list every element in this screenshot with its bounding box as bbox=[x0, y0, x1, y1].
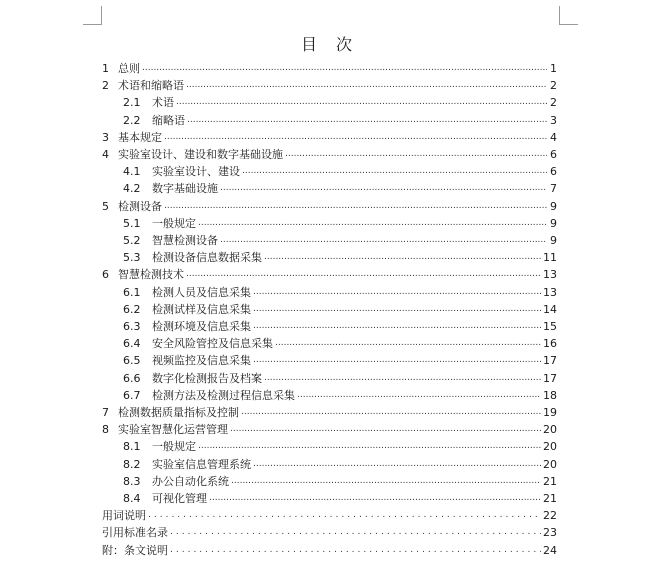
toc-entry-label: 检测试样及信息采集 bbox=[152, 302, 251, 316]
toc-entry-label: 一般规定 bbox=[152, 440, 196, 454]
toc-dot-leader bbox=[142, 60, 547, 77]
page-corner-mark-top-left bbox=[83, 6, 102, 25]
toc-dot-leader bbox=[264, 370, 541, 387]
toc-dot-leader bbox=[253, 318, 541, 335]
toc-entry-label: 数字基础设施 bbox=[152, 182, 218, 196]
toc-entry-page-number: 17 bbox=[543, 371, 557, 385]
toc-entry[interactable] bbox=[123, 284, 557, 301]
toc-entry-number: 1 bbox=[102, 62, 109, 75]
toc-entry-number: 2 bbox=[102, 79, 109, 93]
toc-dot-leader bbox=[186, 266, 541, 283]
toc-entry[interactable] bbox=[102, 421, 557, 438]
toc-dot-leader bbox=[220, 180, 547, 197]
toc-entry-label: 办公自动化系统 bbox=[152, 474, 229, 488]
toc-entry-page-number: 6 bbox=[550, 165, 557, 179]
toc-entry[interactable] bbox=[102, 507, 557, 524]
toc-entry-page-number: 18 bbox=[543, 388, 557, 402]
toc-entry-label: 实验室智慧化运营管理 bbox=[118, 423, 228, 437]
toc-entry[interactable] bbox=[102, 266, 557, 283]
toc-entry-page-number: 9 bbox=[550, 234, 557, 247]
toc-dot-leader bbox=[148, 507, 541, 524]
toc-dot-leader bbox=[230, 421, 541, 438]
toc-entry-number: 5 bbox=[102, 199, 109, 213]
toc-entry-number: 8.1 bbox=[123, 440, 141, 454]
toc-entry-page-number: 9 bbox=[550, 199, 557, 213]
toc-entry[interactable] bbox=[123, 249, 557, 266]
toc-entry-page-number: 2 bbox=[550, 96, 557, 110]
toc-entry-number: 6.3 bbox=[123, 320, 141, 333]
toc-entry-number: 6.2 bbox=[123, 302, 141, 316]
toc-entry[interactable] bbox=[102, 60, 557, 77]
toc-entry-label: 检测数据质量指标及控制 bbox=[118, 406, 239, 419]
toc-entry[interactable] bbox=[123, 387, 557, 404]
toc-entry-page-number: 21 bbox=[543, 474, 557, 488]
toc-title: 目 次 bbox=[300, 35, 360, 54]
toc-entry-label: 数字化检测报告及档案 bbox=[152, 371, 262, 385]
toc-dot-leader bbox=[231, 473, 541, 490]
toc-entry-label: 术语 bbox=[152, 96, 174, 110]
toc-entry-label: 检测方法及检测过程信息采集 bbox=[152, 388, 295, 402]
toc-entry-label: 实验室设计、建设和数字基础设施 bbox=[118, 148, 283, 161]
toc-entry[interactable] bbox=[102, 404, 557, 421]
toc-entry[interactable] bbox=[123, 94, 557, 111]
toc-entry[interactable] bbox=[102, 198, 557, 215]
toc-entry-page-number: 22 bbox=[543, 509, 557, 523]
toc-entry-page-number: 9 bbox=[550, 216, 557, 230]
toc-entry-number: 2.1 bbox=[123, 96, 141, 110]
toc-entry-number: 8.2 bbox=[123, 457, 141, 471]
toc-entry-label: 实验室信息管理系统 bbox=[152, 457, 251, 471]
toc-entry-label: 检测环境及信息采集 bbox=[152, 320, 251, 333]
toc-dot-leader bbox=[198, 438, 541, 455]
toc-dot-leader bbox=[253, 301, 541, 318]
toc-entry-page-number: 20 bbox=[543, 457, 557, 471]
toc-dot-leader bbox=[186, 77, 547, 94]
toc-entry-page-number: 4 bbox=[550, 130, 557, 144]
toc-entry-page-number: 1 bbox=[550, 62, 557, 75]
toc-dot-leader bbox=[264, 249, 541, 266]
toc-dot-leader bbox=[164, 198, 547, 215]
toc-entry-label: 术语和缩略语 bbox=[118, 79, 184, 93]
toc-entry-label: 可视化管理 bbox=[152, 492, 207, 505]
toc-entry-page-number: 23 bbox=[543, 526, 557, 540]
toc-entry-page-number: 17 bbox=[543, 354, 557, 368]
toc-entry-number: 6.6 bbox=[123, 371, 141, 385]
toc-entry-label: 附：条文说明 bbox=[102, 543, 168, 557]
toc-dot-leader bbox=[176, 94, 547, 111]
toc-entry-page-number: 7 bbox=[550, 182, 557, 196]
toc-entry[interactable] bbox=[123, 180, 557, 197]
toc-dot-leader bbox=[253, 352, 541, 369]
toc-entry-number: 6.1 bbox=[123, 285, 141, 299]
toc-entry[interactable] bbox=[123, 232, 557, 249]
toc-entry-label: 一般规定 bbox=[152, 216, 196, 230]
toc-entry-page-number: 20 bbox=[543, 423, 557, 437]
toc-entry-number: 6 bbox=[102, 268, 109, 282]
toc-entry-label: 用词说明 bbox=[102, 509, 146, 523]
toc-entry-page-number: 3 bbox=[550, 113, 557, 127]
toc-entry[interactable] bbox=[123, 318, 557, 335]
toc-entry-label: 缩略语 bbox=[152, 113, 185, 127]
toc-entry[interactable] bbox=[102, 146, 557, 163]
toc-dot-leader bbox=[285, 146, 547, 163]
toc-entry[interactable] bbox=[123, 473, 557, 490]
toc-entry-number: 2.2 bbox=[123, 113, 141, 127]
toc-entry-number: 3 bbox=[102, 130, 109, 144]
toc-entry[interactable] bbox=[123, 370, 557, 387]
toc-dot-leader bbox=[253, 456, 541, 473]
toc-entry-number: 6.4 bbox=[123, 337, 141, 351]
toc-entry[interactable] bbox=[123, 215, 557, 232]
toc-entry[interactable] bbox=[123, 163, 557, 180]
toc-entry-number: 5.3 bbox=[123, 251, 141, 265]
toc-entry-page-number: 19 bbox=[543, 406, 557, 419]
toc-entry[interactable] bbox=[102, 129, 557, 146]
toc-entry-number: 4.2 bbox=[123, 182, 141, 196]
toc-entry-number: 7 bbox=[102, 406, 109, 419]
toc-dot-leader bbox=[253, 284, 541, 301]
toc-entry-label: 智慧检测技术 bbox=[118, 268, 184, 282]
toc-dot-leader bbox=[170, 524, 541, 541]
toc-dot-leader bbox=[220, 232, 547, 249]
toc-entry-page-number: 13 bbox=[543, 285, 557, 299]
toc-entry-page-number: 11 bbox=[543, 251, 557, 265]
toc-entry-number: 4.1 bbox=[123, 165, 141, 179]
toc-entry[interactable] bbox=[123, 490, 557, 507]
toc-entry-label: 智慧检测设备 bbox=[152, 234, 218, 247]
toc-dot-leader bbox=[170, 542, 541, 559]
toc-dot-leader bbox=[241, 404, 541, 421]
toc-entry-number: 8 bbox=[102, 423, 109, 437]
toc-entry[interactable] bbox=[102, 542, 557, 559]
toc-dot-leader bbox=[164, 129, 547, 146]
toc-entry-number: 4 bbox=[102, 148, 109, 161]
toc-entry-number: 5.1 bbox=[123, 216, 141, 230]
toc-entry[interactable] bbox=[102, 77, 557, 94]
toc-entry-label: 视频监控及信息采集 bbox=[152, 354, 251, 368]
toc-entry-label: 安全风险管控及信息采集 bbox=[152, 337, 273, 351]
toc-entry-label: 基本规定 bbox=[118, 130, 162, 144]
toc-dot-leader bbox=[198, 215, 547, 232]
toc-entry-page-number: 20 bbox=[543, 440, 557, 454]
toc-dot-leader bbox=[187, 112, 547, 129]
toc-entry[interactable] bbox=[123, 112, 557, 129]
toc-entry-label: 实验室设计、建设 bbox=[152, 165, 240, 179]
toc-entry-label: 检测设备信息数据采集 bbox=[152, 251, 262, 265]
toc-entry[interactable] bbox=[123, 438, 557, 455]
toc-entry-page-number: 13 bbox=[543, 268, 557, 282]
toc-entry-page-number: 16 bbox=[543, 337, 557, 351]
toc-entry[interactable] bbox=[123, 301, 557, 318]
toc-entry[interactable] bbox=[123, 352, 557, 369]
toc-dot-leader bbox=[275, 335, 541, 352]
toc-entry-page-number: 6 bbox=[550, 148, 557, 161]
toc-entry[interactable] bbox=[123, 335, 557, 352]
toc-entry-number: 6.7 bbox=[123, 388, 141, 402]
toc-entry-number: 8.4 bbox=[123, 492, 141, 505]
toc-entry[interactable] bbox=[123, 456, 557, 473]
page-corner-mark-top-right bbox=[559, 6, 578, 25]
toc-entry-label: 引用标准名录 bbox=[102, 526, 168, 540]
toc-entry-page-number: 14 bbox=[543, 302, 557, 316]
toc-dot-leader bbox=[209, 490, 541, 507]
toc-entry-page-number: 15 bbox=[543, 320, 557, 333]
toc-entry[interactable] bbox=[102, 524, 557, 541]
toc-entry-page-number: 2 bbox=[550, 79, 557, 93]
toc-entry-page-number: 21 bbox=[543, 492, 557, 505]
toc-dot-leader bbox=[242, 163, 547, 180]
toc-entry-label: 检测人员及信息采集 bbox=[152, 285, 251, 299]
toc-entry-number: 5.2 bbox=[123, 234, 141, 247]
toc-entry-page-number: 24 bbox=[543, 543, 557, 557]
toc-entry-number: 8.3 bbox=[123, 474, 141, 488]
toc-entry-label: 检测设备 bbox=[118, 199, 162, 213]
toc-dot-leader bbox=[297, 387, 541, 404]
toc-entry-number: 6.5 bbox=[123, 354, 141, 368]
toc-entry-label: 总则 bbox=[118, 62, 140, 75]
